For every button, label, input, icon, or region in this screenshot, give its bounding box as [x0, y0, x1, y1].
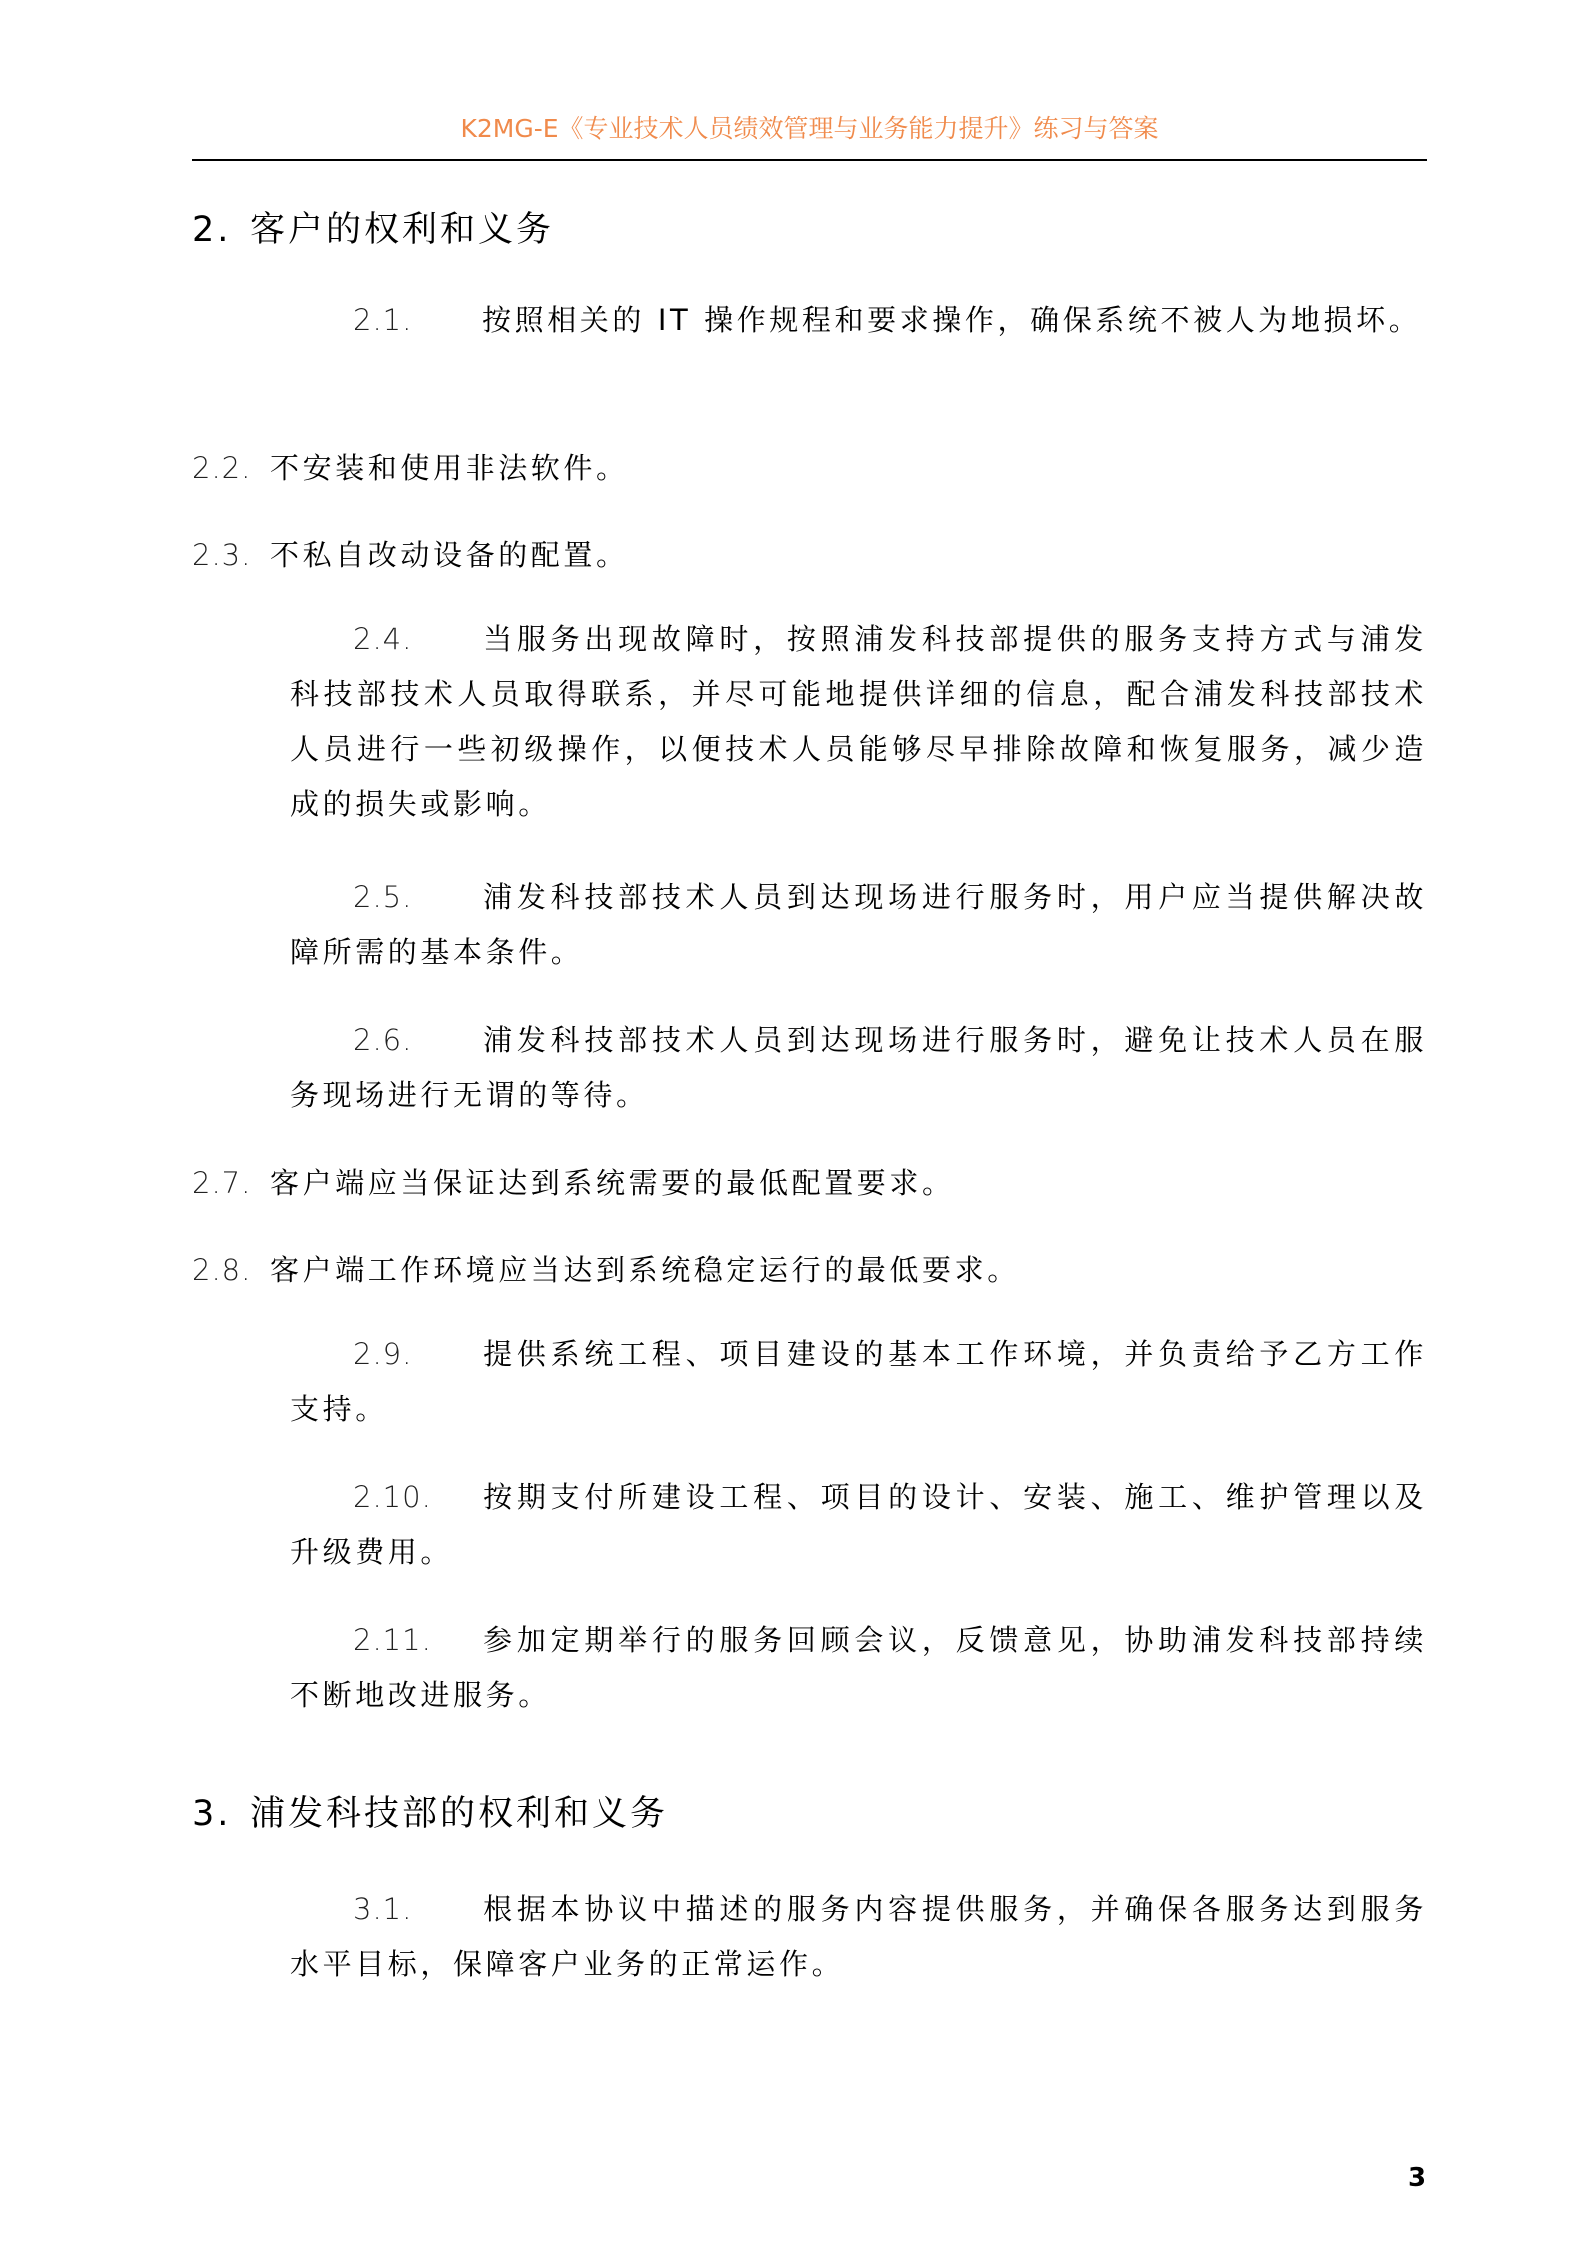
item-number: 2.3. [192, 538, 252, 572]
list-item-2-6 [290, 1013, 1427, 1123]
section-heading-2 [192, 208, 554, 252]
item-number: 2.6. [353, 1023, 413, 1057]
list-item-2-4 [290, 612, 1427, 832]
item-text: 按照相关的 IT 操作规程和要求操作，确保系统不被人为地损坏。 [482, 303, 1422, 337]
list-item-2-9 [290, 1327, 1427, 1437]
list-item-2-2 [192, 441, 1427, 496]
item-number: 2.1. [353, 303, 413, 337]
section-heading-3 [192, 1792, 668, 1836]
list-item-2-5 [290, 870, 1427, 980]
item-text: 客户端工作环境应当达到系统稳定运行的最低要求。 [270, 1253, 1020, 1287]
item-number: 2.11. [353, 1623, 432, 1657]
list-item-2-1 [290, 293, 1427, 348]
item-text: 参加定期举行的服务回顾会议，反馈意见，协助浦发科技部持续不断地改进服务。 [290, 1623, 1427, 1712]
list-item-2-7 [192, 1156, 1427, 1211]
item-number: 2.9. [353, 1337, 413, 1371]
item-text: 按期支付所建设工程、项目的设计、安装、施工、维护管理以及升级费用。 [290, 1480, 1427, 1569]
item-number: 2.8. [192, 1253, 252, 1287]
item-text: 当服务出现故障时，按照浦发科技部提供的服务支持方式与浦发科技部技术人员取得联系，并尽可能地提供详细的信息，配合浦发科技部技术人员进行一些初级操作，以便技术人员能够尽早排除故障和恢复服务，减少造成的损失或影响。 [290, 622, 1427, 821]
item-text: 浦发科技部技术人员到达现场进行服务时，用户应当提供解决故障所需的基本条件。 [290, 880, 1427, 969]
section-title: 浦发科技部的权利和义务 [250, 1794, 669, 1834]
list-item-3-1 [290, 1882, 1427, 1992]
item-text: 提供系统工程、项目建设的基本工作环境，并负责给予乙方工作支持。 [290, 1337, 1427, 1426]
item-text: 根据本协议中描述的服务内容提供服务，并确保各服务达到服务水平目标，保障客户业务的正常运作。 [290, 1892, 1427, 1981]
item-number: 2.4. [353, 622, 413, 656]
list-item-2-3 [192, 528, 1427, 583]
page-number: 3 [1408, 2163, 1427, 2193]
list-item-2-8 [192, 1243, 1427, 1298]
item-text: 不安装和使用非法软件。 [270, 451, 629, 485]
section-number: 2. [192, 210, 232, 250]
item-text: 客户端应当保证达到系统需要的最低配置要求。 [270, 1166, 955, 1200]
item-number: 3.1. [353, 1892, 413, 1926]
section-number: 3. [192, 1794, 232, 1834]
item-text: 浦发科技部技术人员到达现场进行服务时，避免让技术人员在服务现场进行无谓的等待。 [290, 1023, 1427, 1112]
section-title: 客户的权利和义务 [250, 210, 555, 250]
page-header-title: K2MG-E《专业技术人员绩效管理与业务能力提升》练习与答案 [460, 114, 1159, 143]
item-number: 2.7. [192, 1166, 252, 1200]
list-item-2-11 [290, 1613, 1427, 1723]
item-number: 2.5. [353, 880, 413, 914]
item-number: 2.2. [192, 451, 252, 485]
list-item-2-10 [290, 1470, 1427, 1580]
header-divider [192, 159, 1427, 161]
item-number: 2.10. [353, 1480, 432, 1514]
item-text: 不私自改动设备的配置。 [270, 538, 629, 572]
